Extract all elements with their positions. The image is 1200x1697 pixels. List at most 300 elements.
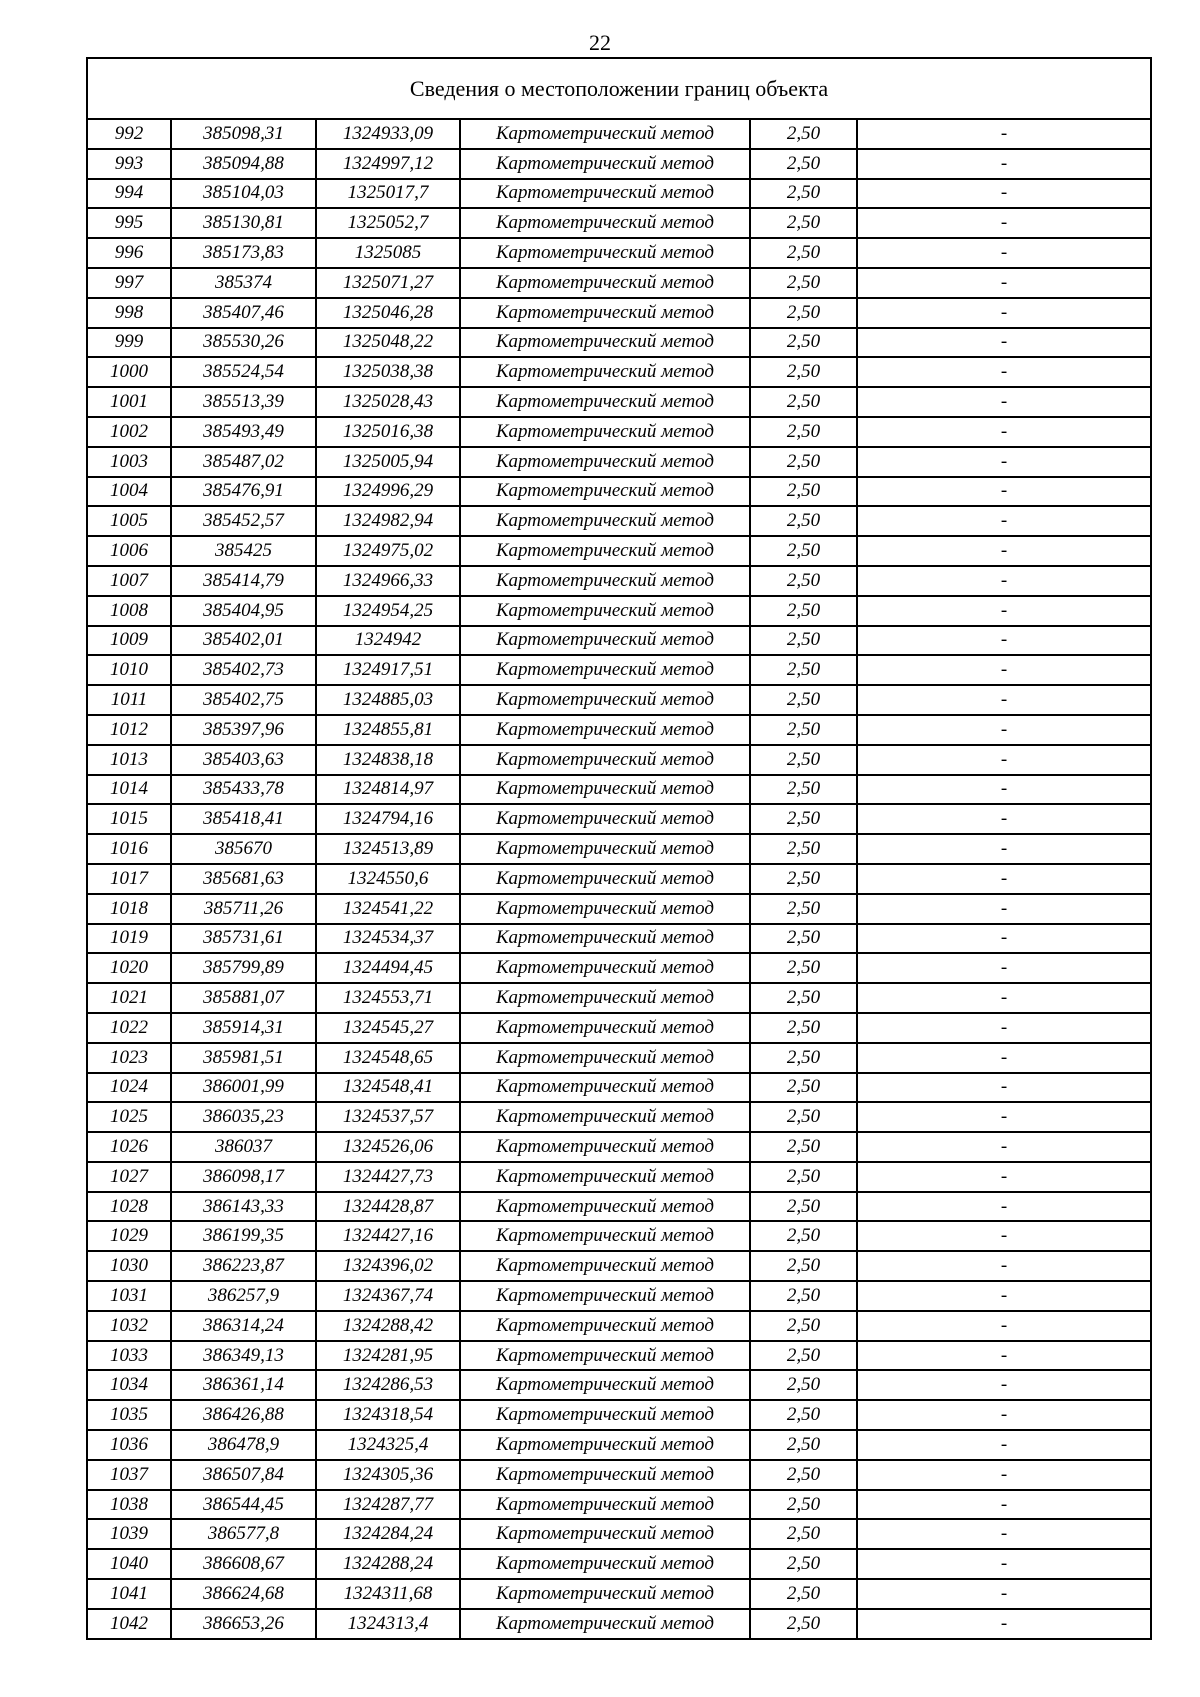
cell-accuracy: 2,50	[750, 685, 857, 715]
cell-description: -	[857, 745, 1151, 775]
table-row	[87, 1192, 1151, 1222]
cell-method: Картометрический метод	[460, 655, 750, 685]
cell-method: Картометрический метод	[460, 1460, 750, 1490]
cell-description: -	[857, 506, 1151, 536]
table-row	[87, 566, 1151, 596]
table-row	[87, 1162, 1151, 1192]
cell-coord-x: 386608,67	[171, 1549, 316, 1579]
cell-method: Картометрический метод	[460, 596, 750, 626]
cell-accuracy: 2,50	[750, 119, 857, 149]
cell-description: -	[857, 1192, 1151, 1222]
cell-description: -	[857, 1549, 1151, 1579]
cell-description: -	[857, 1490, 1151, 1520]
table-row	[87, 626, 1151, 656]
cell-coord-x: 385452,57	[171, 506, 316, 536]
table-row	[87, 1579, 1151, 1609]
cell-coord-y: 1324548,41	[316, 1073, 460, 1103]
table-row	[87, 864, 1151, 894]
cell-coord-x: 386143,33	[171, 1192, 316, 1222]
cell-coord-y: 1324494,45	[316, 953, 460, 983]
cell-coord-y: 1324281,95	[316, 1341, 460, 1371]
cell-accuracy: 2,50	[750, 1043, 857, 1073]
table-row	[87, 1043, 1151, 1073]
cell-method: Картометрический метод	[460, 1192, 750, 1222]
cell-coord-y: 1324966,33	[316, 566, 460, 596]
cell-coord-x: 386257,9	[171, 1281, 316, 1311]
cell-accuracy: 2,50	[750, 1073, 857, 1103]
cell-coord-y: 1324548,65	[316, 1043, 460, 1073]
cell-method: Картометрический метод	[460, 1341, 750, 1371]
cell-method: Картометрический метод	[460, 1609, 750, 1639]
cell-coord-x: 386577,8	[171, 1519, 316, 1549]
cell-point-number: 1000	[87, 357, 171, 387]
cell-coord-x: 385881,07	[171, 983, 316, 1013]
cell-description: -	[857, 119, 1151, 149]
cell-point-number: 1011	[87, 685, 171, 715]
cell-coord-y: 1324975,02	[316, 536, 460, 566]
cell-method: Картометрический метод	[460, 1281, 750, 1311]
cell-method: Картометрический метод	[460, 1400, 750, 1430]
cell-point-number: 1014	[87, 775, 171, 805]
cell-description: -	[857, 1251, 1151, 1281]
table-row	[87, 1400, 1151, 1430]
cell-accuracy: 2,50	[750, 268, 857, 298]
cell-coord-x: 385425	[171, 536, 316, 566]
cell-coord-x: 386426,88	[171, 1400, 316, 1430]
table-row	[87, 149, 1151, 179]
table-body	[87, 58, 1151, 1639]
table-row	[87, 1132, 1151, 1162]
cell-coord-x: 385981,51	[171, 1043, 316, 1073]
cell-description: -	[857, 804, 1151, 834]
cell-description: -	[857, 417, 1151, 447]
cell-coord-y: 1324427,16	[316, 1221, 460, 1251]
cell-description: -	[857, 387, 1151, 417]
cell-method: Картометрический метод	[460, 506, 750, 536]
cell-description: -	[857, 1311, 1151, 1341]
cell-method: Картометрический метод	[460, 477, 750, 507]
cell-point-number: 1008	[87, 596, 171, 626]
cell-coord-x: 386001,99	[171, 1073, 316, 1103]
cell-description: -	[857, 328, 1151, 358]
cell-accuracy: 2,50	[750, 596, 857, 626]
cell-coord-y: 1324534,37	[316, 924, 460, 954]
cell-description: -	[857, 715, 1151, 745]
cell-method: Картометрический метод	[460, 149, 750, 179]
cell-coord-x: 385404,95	[171, 596, 316, 626]
cell-point-number: 1016	[87, 834, 171, 864]
cell-coord-y: 1324325,4	[316, 1430, 460, 1460]
cell-coord-x: 385670	[171, 834, 316, 864]
cell-accuracy: 2,50	[750, 1311, 857, 1341]
cell-point-number: 1003	[87, 447, 171, 477]
cell-method: Картометрический метод	[460, 1132, 750, 1162]
cell-coord-x: 385487,02	[171, 447, 316, 477]
cell-accuracy: 2,50	[750, 1430, 857, 1460]
cell-description: -	[857, 685, 1151, 715]
cell-coord-x: 386349,13	[171, 1341, 316, 1371]
cell-method: Картометрический метод	[460, 626, 750, 656]
cell-accuracy: 2,50	[750, 328, 857, 358]
table-row	[87, 298, 1151, 328]
table-row	[87, 1311, 1151, 1341]
cell-method: Картометрический метод	[460, 357, 750, 387]
cell-point-number: 999	[87, 328, 171, 358]
cell-point-number: 1022	[87, 1013, 171, 1043]
cell-accuracy: 2,50	[750, 1102, 857, 1132]
cell-description: -	[857, 1043, 1151, 1073]
table-row	[87, 328, 1151, 358]
cell-point-number: 1023	[87, 1043, 171, 1073]
cell-method: Картометрический метод	[460, 1013, 750, 1043]
cell-method: Картометрический метод	[460, 1073, 750, 1103]
cell-description: -	[857, 1579, 1151, 1609]
table-row	[87, 596, 1151, 626]
cell-coord-y: 1324311,68	[316, 1579, 460, 1609]
cell-coord-y: 1324428,87	[316, 1192, 460, 1222]
table-row	[87, 685, 1151, 715]
cell-coord-x: 385173,83	[171, 238, 316, 268]
cell-accuracy: 2,50	[750, 1519, 857, 1549]
cell-point-number: 1037	[87, 1460, 171, 1490]
cell-description: -	[857, 834, 1151, 864]
table-row	[87, 1460, 1151, 1490]
cell-method: Картометрический метод	[460, 566, 750, 596]
cell-coord-y: 1325048,22	[316, 328, 460, 358]
table-row	[87, 1609, 1151, 1639]
cell-method: Картометрический метод	[460, 924, 750, 954]
cell-coord-x: 386223,87	[171, 1251, 316, 1281]
cell-coord-x: 385402,01	[171, 626, 316, 656]
cell-point-number: 992	[87, 119, 171, 149]
cell-coord-y: 1325028,43	[316, 387, 460, 417]
cell-description: -	[857, 179, 1151, 209]
cell-coord-x: 385799,89	[171, 953, 316, 983]
cell-description: -	[857, 1162, 1151, 1192]
cell-coord-x: 386624,68	[171, 1579, 316, 1609]
cell-coord-y: 1324885,03	[316, 685, 460, 715]
cell-point-number: 1007	[87, 566, 171, 596]
cell-description: -	[857, 1430, 1151, 1460]
cell-coord-y: 1324526,06	[316, 1132, 460, 1162]
cell-method: Картометрический метод	[460, 1102, 750, 1132]
table-row	[87, 357, 1151, 387]
cell-point-number: 1009	[87, 626, 171, 656]
table-row	[87, 1251, 1151, 1281]
cell-accuracy: 2,50	[750, 775, 857, 805]
cell-coord-y: 1324814,97	[316, 775, 460, 805]
cell-method: Картометрический метод	[460, 864, 750, 894]
cell-coord-y: 1324288,24	[316, 1549, 460, 1579]
cell-description: -	[857, 1281, 1151, 1311]
cell-coord-y: 1324513,89	[316, 834, 460, 864]
cell-description: -	[857, 1221, 1151, 1251]
table-row	[87, 655, 1151, 685]
cell-coord-x: 385731,61	[171, 924, 316, 954]
cell-method: Картометрический метод	[460, 1490, 750, 1520]
cell-coord-x: 386037	[171, 1132, 316, 1162]
cell-coord-x: 386361,14	[171, 1370, 316, 1400]
cell-point-number: 1040	[87, 1549, 171, 1579]
cell-method: Картометрический метод	[460, 745, 750, 775]
cell-point-number: 1030	[87, 1251, 171, 1281]
cell-description: -	[857, 655, 1151, 685]
cell-coord-x: 385403,63	[171, 745, 316, 775]
cell-method: Картометрический метод	[460, 1043, 750, 1073]
cell-point-number: 1032	[87, 1311, 171, 1341]
cell-method: Картометрический метод	[460, 1251, 750, 1281]
cell-point-number: 994	[87, 179, 171, 209]
cell-point-number: 1002	[87, 417, 171, 447]
cell-coord-x: 385407,46	[171, 298, 316, 328]
cell-point-number: 1029	[87, 1221, 171, 1251]
cell-point-number: 1034	[87, 1370, 171, 1400]
cell-coord-y: 1324318,54	[316, 1400, 460, 1430]
cell-point-number: 998	[87, 298, 171, 328]
cell-accuracy: 2,50	[750, 1400, 857, 1430]
cell-method: Картометрический метод	[460, 417, 750, 447]
cell-description: -	[857, 1073, 1151, 1103]
cell-point-number: 1010	[87, 655, 171, 685]
cell-method: Картометрический метод	[460, 447, 750, 477]
cell-description: -	[857, 983, 1151, 1013]
table-row	[87, 775, 1151, 805]
table-row	[87, 1341, 1151, 1371]
cell-point-number: 1028	[87, 1192, 171, 1222]
cell-point-number: 1012	[87, 715, 171, 745]
cell-point-number: 1041	[87, 1579, 171, 1609]
table-row	[87, 983, 1151, 1013]
cell-accuracy: 2,50	[750, 149, 857, 179]
cell-method: Картометрический метод	[460, 983, 750, 1013]
cell-coord-y: 1324997,12	[316, 149, 460, 179]
cell-accuracy: 2,50	[750, 208, 857, 238]
cell-coord-y: 1325038,38	[316, 357, 460, 387]
cell-method: Картометрический метод	[460, 1430, 750, 1460]
table-row	[87, 924, 1151, 954]
table-row	[87, 745, 1151, 775]
cell-method: Картометрический метод	[460, 953, 750, 983]
table-row	[87, 1221, 1151, 1251]
cell-coord-y: 1324933,09	[316, 119, 460, 149]
cell-description: -	[857, 596, 1151, 626]
table-row	[87, 715, 1151, 745]
cell-coord-y: 1324550,6	[316, 864, 460, 894]
cell-description: -	[857, 864, 1151, 894]
cell-coord-y: 1325071,27	[316, 268, 460, 298]
cell-point-number: 997	[87, 268, 171, 298]
cell-accuracy: 2,50	[750, 1251, 857, 1281]
cell-method: Картометрический метод	[460, 894, 750, 924]
cell-accuracy: 2,50	[750, 566, 857, 596]
cell-coord-x: 385914,31	[171, 1013, 316, 1043]
cell-coord-x: 385524,54	[171, 357, 316, 387]
cell-point-number: 1025	[87, 1102, 171, 1132]
page-number: 22	[589, 30, 611, 55]
table-row	[87, 536, 1151, 566]
cell-point-number: 1021	[87, 983, 171, 1013]
table-row	[87, 953, 1151, 983]
cell-accuracy: 2,50	[750, 1281, 857, 1311]
cell-description: -	[857, 1102, 1151, 1132]
cell-coord-y: 1324982,94	[316, 506, 460, 536]
cell-point-number: 993	[87, 149, 171, 179]
cell-coord-y: 1324288,42	[316, 1311, 460, 1341]
cell-coord-y: 1324942	[316, 626, 460, 656]
cell-point-number: 1013	[87, 745, 171, 775]
cell-coord-y: 1325052,7	[316, 208, 460, 238]
cell-accuracy: 2,50	[750, 626, 857, 656]
cell-accuracy: 2,50	[750, 1490, 857, 1520]
cell-description: -	[857, 1609, 1151, 1639]
cell-accuracy: 2,50	[750, 179, 857, 209]
cell-point-number: 1017	[87, 864, 171, 894]
cell-coord-x: 385130,81	[171, 208, 316, 238]
table-row	[87, 506, 1151, 536]
cell-point-number: 1024	[87, 1073, 171, 1103]
table-row	[87, 179, 1151, 209]
cell-description: -	[857, 1460, 1151, 1490]
cell-accuracy: 2,50	[750, 834, 857, 864]
cell-accuracy: 2,50	[750, 953, 857, 983]
cell-point-number: 1038	[87, 1490, 171, 1520]
cell-coord-y: 1324305,36	[316, 1460, 460, 1490]
table-row	[87, 208, 1151, 238]
table-row	[87, 1490, 1151, 1520]
cell-description: -	[857, 924, 1151, 954]
cell-accuracy: 2,50	[750, 1341, 857, 1371]
cell-coord-x: 386478,9	[171, 1430, 316, 1460]
cell-description: -	[857, 775, 1151, 805]
cell-point-number: 1026	[87, 1132, 171, 1162]
cell-accuracy: 2,50	[750, 298, 857, 328]
cell-description: -	[857, 1013, 1151, 1043]
cell-point-number: 995	[87, 208, 171, 238]
cell-point-number: 1039	[87, 1519, 171, 1549]
cell-coord-y: 1324287,77	[316, 1490, 460, 1520]
table-row	[87, 1549, 1151, 1579]
cell-method: Картометрический метод	[460, 208, 750, 238]
cell-coord-x: 386199,35	[171, 1221, 316, 1251]
cell-accuracy: 2,50	[750, 715, 857, 745]
cell-accuracy: 2,50	[750, 864, 857, 894]
cell-description: -	[857, 149, 1151, 179]
cell-coord-y: 1324954,25	[316, 596, 460, 626]
cell-description: -	[857, 953, 1151, 983]
cell-point-number: 1033	[87, 1341, 171, 1371]
table-row	[87, 447, 1151, 477]
cell-description: -	[857, 208, 1151, 238]
table-row	[87, 1073, 1151, 1103]
cell-description: -	[857, 566, 1151, 596]
cell-accuracy: 2,50	[750, 447, 857, 477]
cell-coord-y: 1324284,24	[316, 1519, 460, 1549]
cell-coord-x: 386035,23	[171, 1102, 316, 1132]
cell-point-number: 1006	[87, 536, 171, 566]
cell-point-number: 1001	[87, 387, 171, 417]
cell-description: -	[857, 536, 1151, 566]
table-row	[87, 804, 1151, 834]
cell-description: -	[857, 477, 1151, 507]
cell-coord-y: 1325005,94	[316, 447, 460, 477]
cell-point-number: 1027	[87, 1162, 171, 1192]
cell-point-number: 1042	[87, 1609, 171, 1639]
cell-coord-x: 386507,84	[171, 1460, 316, 1490]
cell-method: Картометрический метод	[460, 238, 750, 268]
cell-accuracy: 2,50	[750, 1579, 857, 1609]
cell-description: -	[857, 357, 1151, 387]
cell-accuracy: 2,50	[750, 983, 857, 1013]
cell-coord-x: 385418,41	[171, 804, 316, 834]
cell-accuracy: 2,50	[750, 1370, 857, 1400]
cell-coord-x: 386544,45	[171, 1490, 316, 1520]
cell-coord-y: 1324545,27	[316, 1013, 460, 1043]
cell-method: Картометрический метод	[460, 1549, 750, 1579]
cell-point-number: 1031	[87, 1281, 171, 1311]
cell-method: Картометрический метод	[460, 804, 750, 834]
cell-point-number: 1019	[87, 924, 171, 954]
cell-accuracy: 2,50	[750, 387, 857, 417]
cell-method: Картометрический метод	[460, 179, 750, 209]
table-row	[87, 268, 1151, 298]
cell-coord-y: 1324396,02	[316, 1251, 460, 1281]
cell-accuracy: 2,50	[750, 745, 857, 775]
cell-description: -	[857, 268, 1151, 298]
cell-description: -	[857, 238, 1151, 268]
cell-method: Картометрический метод	[460, 834, 750, 864]
cell-method: Картометрический метод	[460, 298, 750, 328]
cell-coord-x: 385402,75	[171, 685, 316, 715]
cell-coord-y: 1325046,28	[316, 298, 460, 328]
cell-method: Картометрический метод	[460, 387, 750, 417]
cell-coord-y: 1324794,16	[316, 804, 460, 834]
cell-coord-x: 385476,91	[171, 477, 316, 507]
cell-coord-x: 385414,79	[171, 566, 316, 596]
cell-description: -	[857, 1132, 1151, 1162]
table-row	[87, 1430, 1151, 1460]
cell-method: Картометрический метод	[460, 775, 750, 805]
cell-point-number: 1035	[87, 1400, 171, 1430]
cell-accuracy: 2,50	[750, 1609, 857, 1639]
cell-coord-y: 1324553,71	[316, 983, 460, 1013]
table-row	[87, 238, 1151, 268]
cell-coord-x: 385104,03	[171, 179, 316, 209]
cell-accuracy: 2,50	[750, 477, 857, 507]
cell-method: Картометрический метод	[460, 1221, 750, 1251]
cell-point-number: 1004	[87, 477, 171, 507]
cell-accuracy: 2,50	[750, 1013, 857, 1043]
cell-accuracy: 2,50	[750, 804, 857, 834]
cell-coord-y: 1324427,73	[316, 1162, 460, 1192]
cell-coord-x: 385433,78	[171, 775, 316, 805]
cell-coord-y: 1324313,4	[316, 1609, 460, 1639]
cell-coord-x: 385711,26	[171, 894, 316, 924]
cell-method: Картометрический метод	[460, 536, 750, 566]
cell-coord-y: 1324996,29	[316, 477, 460, 507]
cell-coord-x: 385513,39	[171, 387, 316, 417]
cell-accuracy: 2,50	[750, 1460, 857, 1490]
cell-description: -	[857, 447, 1151, 477]
table-row	[87, 1102, 1151, 1132]
table-row	[87, 1013, 1151, 1043]
boundary-table	[86, 57, 1152, 1640]
cell-description: -	[857, 1341, 1151, 1371]
table-header-row	[87, 58, 1151, 119]
cell-accuracy: 2,50	[750, 506, 857, 536]
table-row	[87, 1281, 1151, 1311]
cell-accuracy: 2,50	[750, 894, 857, 924]
cell-coord-y: 1324838,18	[316, 745, 460, 775]
